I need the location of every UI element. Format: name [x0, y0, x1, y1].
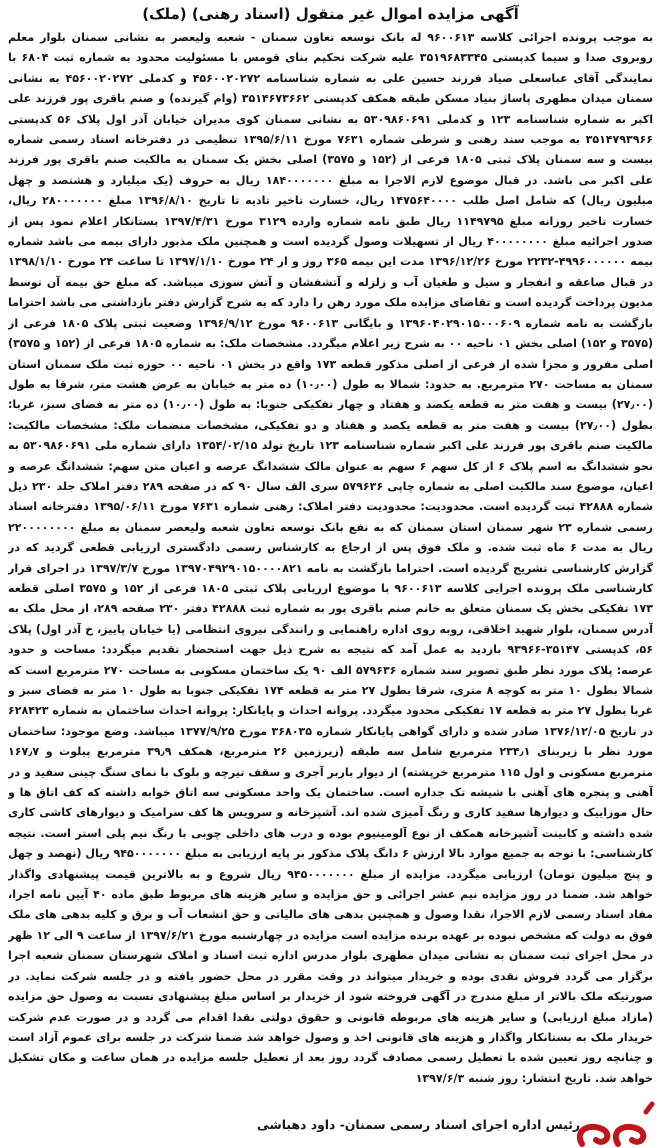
notice-signature: رئیس اداره اجرای اسناد رسمی سمنان- داود دهباشی: [257, 1117, 580, 1132]
notice-title: آگهی مزایده اموال غیر منقول (اسناد رهنی) (ملک): [142, 5, 519, 23]
notice-body: به موجب پرونده اجرائی کلاسه ۹۶۰۰۶۱۳ له بانک توسعه تعاون سمنان - شعبه ولیعصر به نشانی سمنان بلوار معلم روبروی صدا و سیما کدپستی ۳۵۱۹۶۸۳۳۴۵ علیه شرکت تحکیم بنای قومس با مسئولیت محدود به شماره ثبت ۶۸۰۴ با نمایندگی آقای عباسعلی صیاد فرزند حسین علی به شماره شناسنامه ۴۵۶۰۰۲۰۲۷۲ و کدملی ۴۵۶۰۰۲۰۲۷۲ به نشانی سمنان میدان مطهری پاساژ بنیاد مسکن طبقه همکف کدپستی ۳۵۱۴۶۷۳۶۶۲ (وام گیرنده) و صنم باقری پور فرزند علی اکبر به شماره شناسنامه ۱۲۳ و کدملی ۵۳۰۹۸۶۰۶۹۱ به نشانی سمنان کوی مدیران خیابان آذر اول پلاک ۵۶ کدپستی ۳۵۱۴۷۹۳۹۶۶ به موجب سند رهنی و شرطی شماره ۷۶۳۱ مورخ ۱۳۹۵/۶/۱۱ تنظیمی در دفترخانه اسناد رسمی شماره بیست و سه سمنان پلاک ثبتی ۱۸۰۵ فرعی از (۱۵۲ و ۳۵۷۵) اصلی بخش یک سمنان به مالکیت صنم باقری پور فرزند علی اکبر می باشد. در قبال موضوع لازم الاجرا به مبلغ ۱۸۴۰۰۰۰۰۰۰ ریال به حروف (یک میلیارد و هشتصد و چهل میلیون ریال) که شامل اصل طلب ۱۴۷۵۶۴۰۰۰۰ ریال، خسارت تاخیر تادیه تا تاریخ ۱۳۹۶/۸/۱۰ مبلغ ۲۸۰۰۰۰۰۰۰ ریال، خسارت تاخیر روزانه مبلغ ۱۱۴۹۷۹۵ ریال طبق نامه شماره وارده ۳۱۲۹ مورخ ۱۳۹۷/۴/۳۱ بستانکار اعلام نمود پس از صدور اجرائیه مبلغ ۴۰۰۰۰۰۰۰۰ ریال از تسهیلات وصول گردیده است و همچنین ملک مذبور دارای بیمه می باشد شماره بیمه ۴۹۹۶۰۰۰۰۰۰-۲۲۳۲ مورخ ۱۳۹۶/۱۲/۲۶ مدت این بیمه ۳۶۵ روز و از ۲۴ مورخ ۱۳۹۷/۱/۱۰ تا ساعت ۲۴ مورخ ۱۳۹۸/۱/۱۰ در قبال صاعقه و انفجار و سیل و طغیان آب و زلزله و آتشفشان و آتش سوزی میباشد. که مبلغ حق بیمه آن توسط مدیون پرداخت گردیده است و تقاضای مزایده ملک مورد رهن را دارد که به شرح گزارش دفتر بازداشتی می باشد احتراما بازگشت به نامه شماره ۱۳۹۶۰۴۰۲۹۰۱۵۰۰۰۶۰۹ و بایگانی ۹۶۰۰۶۱۳ مورخ ۱۳۹۶/۹/۱۲ وضعیت ثبتی پلاک ۱۸۰۵ فرعی از (۳۵۷۵ و ۱۵۲) اصلی بخش ۰۱ ناحیه ۰۰ به شرح زیر اعلام میگردد. مشخصات ملک: به شماره ۱۸۰۵ فرعی از (۱۵۲ و ۳۵۷۵) اصلی مفروز و مجزا شده از فرعی از اصلی مذکور قطعه ۱۷۳ واقع در بخش ۰۱ ناحیه ۰۰ حوزه ثبت ملک سمنان استان سمنان به مساحت ۲۷۰ مترمربع. به حدود: شمالا به طول (۱۰٫۰۰) ده متر به خیابان به عرض هشت متر، شرقا به طول (۲۷٫۰۰) بیست و هفت متر به قطعه یکصد و هفتاد و چهار تفکیکی جنوبا: به طول (۱۰٫۰۰) ده متر به فضای سبز، غربا: بطول (۲۷٫۰۰) بیست و هفت متر به قطعه یکصد و هفتاد و دو تفکیکی، مشخصات منضمات ملک: مشخصات مالکیت: مالکیت صنم باقری پور فرزند علی اکبر شماره شناسنامه ۱۲۳ تاریخ تولد ۱۳۵۴/۰۲/۱۵ دارای شماره ملی ۵۳۰۹۸۶۰۶۹۱ به نحو ششدانگ به اسم پلاک ۶ از کل سهم ۶ سهم به عنوان مالک ششدانگ عرصه و اعیان متن سهم: ششدانگ عرصه و اعیان، موضوع سند مالکیت اصلی به شماره چاپی ۵۷۹۶۳۶ سری الف سال ۹۰ که در صفحه ۲۸۹ دفتر املاک جلد ۲۳۰ ذیل شماره ۴۲۸۸۸ ثبت گردیده است. محدودیت: محدودیت دفتر املاک: رهنی شماره ۷۶۳۱ مورخ ۱۳۹۵/۰۶/۱۱ دفترخانه اسناد رسمی شماره ۲۳ شهر سمنان استان سمنان که به نفع بانک توسعه تعاون شعبه ولیعصر سمنان به مبلغ ۲۲۰۰۰۰۰۰۰۰ ریال به مدت ۶ ماه ثبت شده. و ملک فوق پس از ارجاع به کارشناس رسمی دادگستری ارزیابی قطعی گردید که در گزارش کارشناسی تشریح گردیده است. احتراما بازگشت به نامه ۱۳۹۷۰۴۹۲۹۰۱۵۰۰۰۰۸۲۱ مورخ ۱۳۹۷/۳/۷ در اجرای قرار کارشناسی ملک پرونده اجرایی کلاسه ۹۶۰۰۶۱۳ با موضوع ارزیابی پلاک ثبتی ۱۸۰۵ فرعی از ۱۵۲ و ۳۵۷۵ اصلی قطعه ۱۷۳ تفکیکی بخش یک سمنان متعلق به خانم صنم باقری پور به شماره ثبت ۴۲۸۸۸ دفتر ۲۳۰ صفحه ۲۸۹، از محل ملک به آدرس سمنان، بلوار شهید اخلاقی، روبه روی اداره راهنمایی و رانندگی نیروی انتظامی (یا خیابان پاییز، خ آذر اول) پلاک ۵۶، کدپستی ۳۵۱۴۷-۹۳۹۶۶ بازدید به عمل آمد که نتیجه به شرح ذیل جهت استحضار تقدیم میگردد: مساحت و حدود عرصه: پلاک مورد نظر طبق تصویر سند شماره ۵۷۹۶۳۶ الف ۹۰ یک ساختمان مسکونی به مساحت ۲۷۰ مترمربع است که شمالا بطول ۱۰ متر به کوچه ۸ متری، شرقا بطول ۲۷ متر به قطعه ۱۷۴ تفکیکی جنوبا به طول ۱۰ متر به فضای سبز و غربا بطول ۲۷ متر به قطعه ۱۷ تفکیکی محدود میگردد. پروانه احداث و پایانکار: پروانه احداث ساختمان به شماره ۶۲۸۴۲۳ در تاریخ ۱۳۷۶/۱۲/۰۵ صادر شده و دارای گواهی پایانکار شماره ۳۶۸۰۳۵ مورخ ۱۳۷۷/۹/۲۵ میباشد. وضع موجود: ساختمان مورد نظر با زیربنای ۲۳۴٫۱ مترمربع شامل سه طبقه (زیرزمین ۲۶ مترمربع، همکف ۳۹٫۹ مترمربع پیلوت و ۱۶۷٫۷ مترمربع مسکونی و اول ۱۱۵ مترمربع خرپشته) از دیوار باربر آجری و سقف تیرچه و بلوک با نمای سنگ چینی سفید و در آهنی و پنجره های آهنی با شیشه تک جداره است. ساختمان یک واحد مسکونی سه اتاق خوابه داشته که کف اتاق ها و حال موزاییک و دیوارها سفید کاری و رنگ آمیزی شده اند. آشپزخانه و سرویس ها کف سرامیک و دیوارهای کاشی کاری شده داشته و کابینت آشپزخانه همکف از نوع آلومینیوم بوده و درب های داخلی چوبی با رنگ نیم پلی استر است. نتیجه کارشناسی: با توجه به جمیع موارد بالا ارزش ۶ دانگ پلاک مذکور بر پایه ارزیابی به مبلغ ۹۴۵۰۰۰۰۰۰۰ ریال (نهصد و چهل و پنج میلیون تومان) ارزیابی میگردد. مزایده از مبلغ ۹۴۵۰۰۰۰۰۰۰ ریال شروع و به بالاترین قیمت پیشنهادی واگذار خواهد شد. ضمنا در روز مزایده نیم عشر اجرائی و حق مزایده و سایر هزینه های مربوط طبق ماده ۴۰ آیین نامه اجرا، مفاد اسناد رسمی لازم الاجرا، نقدا وصول و همچنین بدهی های مالیاتی و حق انشعاب آب و برق و کلیه بدهی های ملک فوق به دولت که مشخص نبوده بر عهده برنده مزایده است مزایده در چهارشنبه مورخ ۱۳۹۷/۶/۲۱ از ساعت ۹ الی ۱۲ ظهر در محل اجرای ثبت سمنان به نشانی میدان مطهری بلوار مدرس اداره ثبت اسناد و املاک شهرستان سمنان شعبه اجرا برگزار می گردد فروش نقدی بوده و خریدار میتواند در وقت مقرر در محل حضور یافته و در جلسه شرکت نماید. در صورتیکه ملک بالاتر از مبلغ مندرج در آگهی فروخته شود از خریدار بر اساس مبلغ پیشنهادی نسبت به وصول حق مزایده (مازاد مبلغ ارزیابی) و سایر هزینه های مربوطه قانونی و حقوق دولتی نقدا اقدام می گردد و در صورت عدم شرکت خریدار ملک به بستانکار واگذار و هزینه های قانونی اخذ و وصول خواهد شد ضمنا شرکت در جلسه برای عموم آزاد است و چنانچه روز تعیین شده با تعطیل رسمی مصادف گردد روز بعد از تعطیل جلسه مزایده در همان ساعت و مکان تشکیل خواهد شد. تاریخ انتشار: روز شنبه ۱۳۹۷/۶/۳: [8, 31, 653, 1085]
red-handwritten-mark-icon: [560, 1100, 660, 1148]
